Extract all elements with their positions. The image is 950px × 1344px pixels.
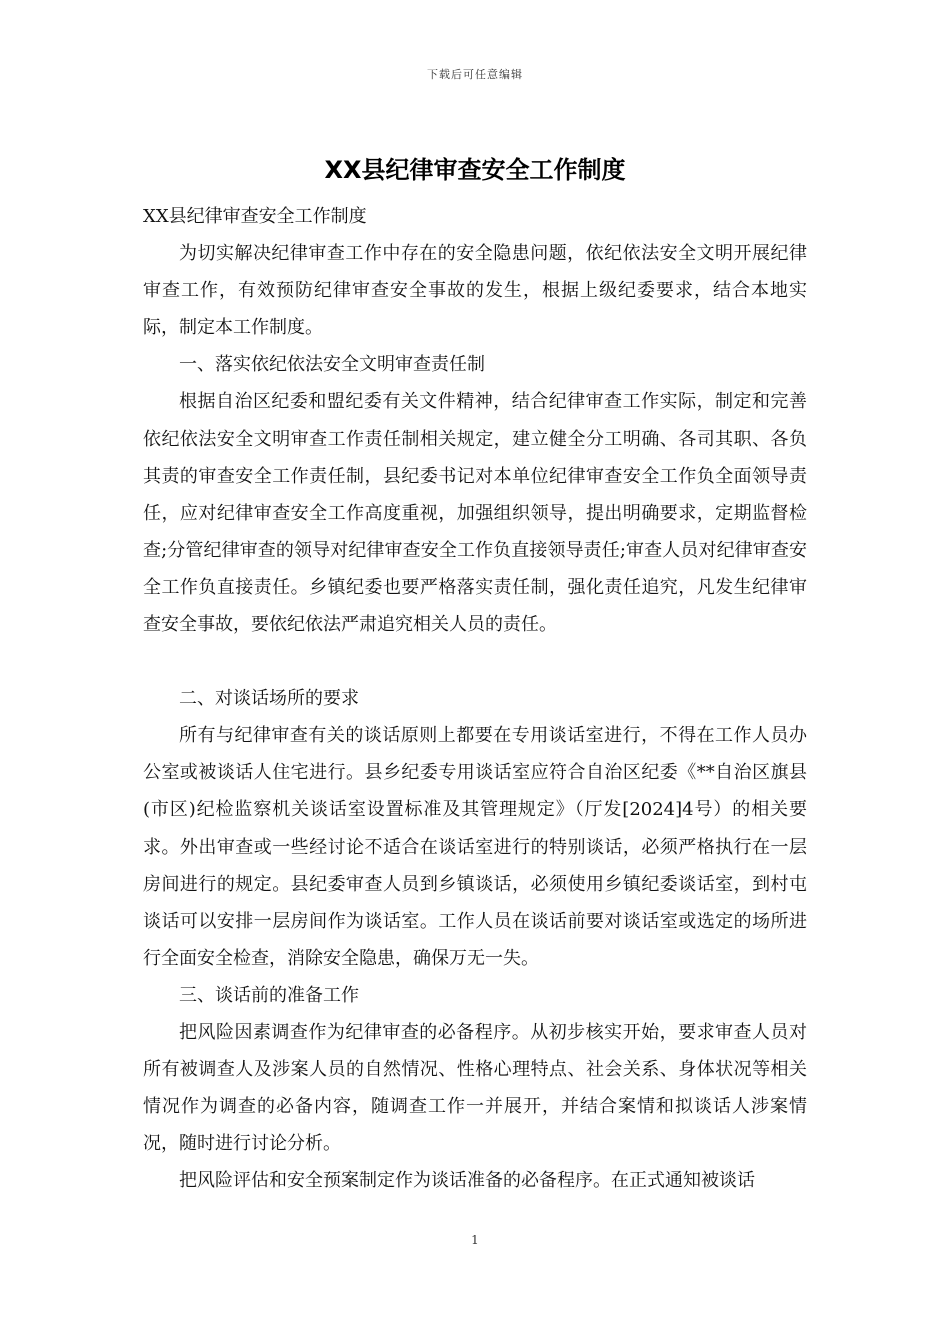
section-spacer bbox=[143, 643, 807, 680]
section-heading-1: 一、落实依纪依法安全文明审查责任制 bbox=[179, 354, 485, 376]
intro-paragraph: 为切实解决纪律审查工作中存在的安全隐患问题，依纪依法安全文明开展纪律审查工作，有效预防纪律审查安全事故的发生，根据上级纪委要求，结合本地实际，制定本工作制度。 bbox=[143, 243, 807, 339]
section-heading-2: 二、对谈话场所的要求 bbox=[179, 688, 359, 710]
section-3-paragraph-1: 把风险因素调查作为纪律审查的必备程序。从初步核实开始，要求审查人员对所有被调查人及涉案人员的自然情况、性格心理特点、社会关系、身体状况等相关情况作为调查的必备内容，随调查工作一并展开，并结合案情和拟谈话人涉案情况，随时进行讨论分析。 bbox=[143, 1021, 807, 1155]
section-1-paragraph-1: 根据自治区纪委和盟纪委有关文件精神，结合纪律审查工作实际，制定和完善依纪依法安全文明审查工作责任制相关规定，建立健全分工明确、各司其职、各负其责的审查安全工作责任制，县纪委书记对本单位纪律审查安全工作负全面领导责任，应对纪律审查安全工作高度重视，加强组织领导，提出明确要求，定期监督检查;分管纪律审查的领导对纪律审查安全工作负直接领导责任;审查人员对纪律审查安全工作负直接责任。乡镇纪委也要严格落实责任制，强化责任追究，凡发生纪律审查安全事故，要依纪依法严肃追究相关人员的责任。 bbox=[143, 391, 808, 636]
document-title: XX县纪律审查安全工作制度 bbox=[324, 156, 626, 184]
section-3-paragraph-2: 把风险评估和安全预案制定作为谈话准备的必备程序。在正式通知被谈话 bbox=[179, 1170, 755, 1192]
page-number: 1 bbox=[471, 1233, 479, 1247]
document-body bbox=[143, 198, 807, 1199]
document-subtitle: XX县纪律审查安全工作制度 bbox=[143, 206, 367, 227]
section-heading-3: 三、谈话前的准备工作 bbox=[179, 984, 359, 1006]
section-2-paragraph-1: 所有与纪律审查有关的谈话原则上都要在专用谈话室进行，不得在工作人员办公室或被谈话人住宅进行。县乡纪委专用谈话室应符合自治区纪委《**自治区旗县(市区)纪检监察机关谈话室设置标准及其管理规定》（厅发[2024]4号）的相关要求。外出审查或一些经讨论不适合在谈话室进行的特别谈话，必须严格执行在一层房间进行的规定。县纪委审查人员到乡镇谈话，必须使用乡镇纪委谈话室，到村屯谈话可以安排一层房间作为谈话室。工作人员在谈话前要对谈话室或选定的场所进行全面安全检查，消除安全隐患，确保万无一失。 bbox=[143, 725, 807, 969]
page-header-note: 下载后可任意编辑 bbox=[427, 68, 523, 81]
